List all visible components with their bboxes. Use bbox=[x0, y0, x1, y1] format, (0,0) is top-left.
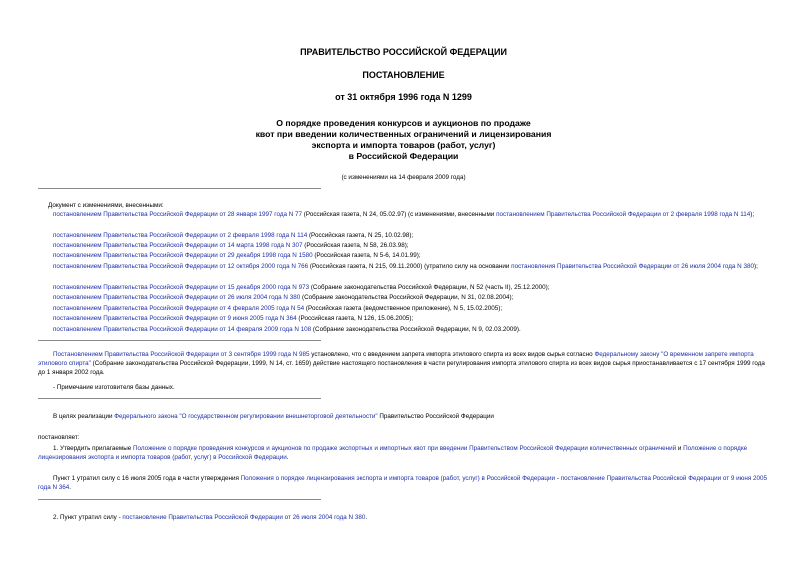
divider bbox=[38, 398, 321, 399]
change-link[interactable]: постановлением Правительства Российской Федерации от 29 декабря 1998 года N 1580 bbox=[53, 252, 313, 259]
title-line: квот при введении количественных ограничений и лицензирования bbox=[255, 129, 552, 139]
change-item: постановлением Правительства Российской Федерации от 28 января 1997 года N 77 (Российская газета, N 24, 05.02.97) (с изменениями, внесенными постановлением Правительства Российской Федерации от 2 февраля 1998 года N 114); bbox=[53, 211, 755, 218]
government-heading: ПРАВИТЕЛЬСТВО РОССИЙСКОЙ ФЕДЕРАЦИИ bbox=[300, 47, 507, 57]
item-2: 2. Пункт утратил силу - постановление Правительства Российской Федерации от 26 июля 2004 года N 380. bbox=[53, 514, 368, 521]
amendment-note: (с изменениями на 14 февраля 2009 года) bbox=[341, 174, 466, 181]
change-link[interactable]: постановлением Правительства Российской Федерации от 9 июня 2005 года N 364 bbox=[53, 315, 297, 322]
editorial-note-2: Пункт 1 утратил силу с 16 июля 2005 года в части утверждения Положения о порядке лицензирования экспорта и импорта товаров (работ, услуг) в Российской Федерации - постановление Правительства Российской Федерации от 9 июня 2005 года N 364. bbox=[38, 475, 768, 491]
editorial-note: Постановлением Правительства Российской Федерации от 3 сентября 1999 года N 985 установлено, что с введением запрета импорта этилового спирта из всех видов сырья согласно Федеральному закону "О временном запрете импорта этилового спирта" (Собрание законодательства Российской Федерации, 1999, N 14, ст. 1659) действие настоящего постановления в части регулирования импорта этилового спирта из всех видов сырья приостанавливается с 17 сентября 1999 года до 1 января 2002 года. bbox=[38, 351, 765, 376]
change-link[interactable]: постановлением Правительства Российской Федерации от 12 октября 2000 года N 766 bbox=[53, 263, 309, 270]
change-item: постановлением Правительства Российской Федерации от 14 марта 1998 года N 307 (Российская газета, N 58, 26.03.98); bbox=[53, 242, 409, 249]
change-link[interactable]: постановлением Правительства Российской Федерации от 28 января 1997 года N 77 bbox=[53, 211, 303, 218]
regulation-link[interactable]: Положение о порядке проведения конкурсов и аукционов по продаже экспортных и импортных квот при введении Правительством Российской Федерации количественных ограничений bbox=[133, 445, 677, 452]
resolution-link[interactable]: постановление Правительства Российской Федерации от 9 июня 2005 года N 364 bbox=[38, 475, 768, 491]
title-line: экспорта и импорта товаров (работ, услуг) bbox=[311, 140, 496, 150]
change-link[interactable]: постановлением Правительства Российской Федерации от 15 декабря 2000 года N 973 bbox=[53, 284, 310, 291]
document-type: ПОСТАНОВЛЕНИЕ bbox=[362, 70, 445, 80]
title-line: в Российской Федерации bbox=[348, 151, 459, 161]
change-item: постановлением Правительства Российской Федерации от 9 июня 2005 года N 364 (Российская газета, N 126, 15.06.2005); bbox=[53, 315, 414, 322]
change-link[interactable]: постановлением Правительства Российской Федерации от 4 февраля 2005 года N 54 bbox=[53, 305, 305, 312]
change-item: постановлением Правительства Российской Федерации от 2 февраля 1998 года N 114 (Российская газета, N 25, 10.02.98); bbox=[53, 232, 414, 239]
divider bbox=[38, 188, 321, 189]
resolution-link[interactable]: постановление Правительства Российской Федерации от 26 июля 2004 года N 380 bbox=[122, 514, 366, 521]
change-item: постановлением Правительства Российской Федерации от 15 декабря 2000 года N 973 (Собрание законодательства Российской Федерации, N 52 (часть II), 25.12.2000); bbox=[53, 284, 550, 291]
document-title bbox=[150, 118, 657, 162]
change-link[interactable]: постановлением Правительства Российской Федерации от 2 февраля 1998 года N 114 bbox=[496, 211, 751, 218]
resolves-label: постановляет: bbox=[38, 434, 80, 441]
document-date: от 31 октября 1996 года N 1299 bbox=[335, 92, 472, 102]
change-link[interactable]: постановления Правительства Российской Федерации от 26 июля 2004 года N 380 bbox=[511, 263, 754, 270]
change-link[interactable]: постановлением Правительства Российской Федерации от 26 июля 2004 года N 380 bbox=[53, 294, 301, 301]
change-item: постановлением Правительства Российской Федерации от 14 февраля 2009 года N 108 (Собрание законодательства Российской Федерации, N 9, 02.03.2009). bbox=[53, 326, 521, 333]
title-line: О порядке проведения конкурсов и аукционов по продаже bbox=[276, 118, 531, 128]
preamble: В целях реализации Федерального закона "О государственном регулировании внешнеторговой деятельности" Правительство Российской Федерации bbox=[53, 413, 494, 420]
change-item: постановлением Правительства Российской Федерации от 26 июля 2004 года N 380 (Собрание законодательства Российской Федерации, N 31, 02.08.2004); bbox=[53, 294, 514, 301]
database-footnote: - Примечание изготовителя базы данных. bbox=[53, 384, 175, 391]
note-link[interactable]: Постановлением Правительства Российской Федерации от 3 сентября 1999 года N 985 bbox=[53, 351, 310, 358]
law-link[interactable]: Федеральному закону "О временном запрете импорта этилового спирта" bbox=[38, 351, 754, 367]
regulation-link[interactable]: Положения о порядке лицензирования экспорта и импорта товаров (работ, услуг) в Российской Федерации bbox=[240, 475, 556, 482]
divider bbox=[38, 499, 321, 500]
regulation-link[interactable]: Положение о порядке лицензирования экспорта и импорта товаров (работ, услуг) в Российской Федерации bbox=[38, 445, 748, 461]
law-link[interactable]: Федерального закона "О государственном регулировании внешнеторговой деятельности" bbox=[114, 413, 378, 420]
change-item: постановлением Правительства Российской Федерации от 29 декабря 1998 года N 1580 (Российская газета, N 5-6, 14.01.99); bbox=[53, 252, 421, 259]
change-link[interactable]: постановлением Правительства Российской Федерации от 2 февраля 1998 года N 114 bbox=[53, 232, 308, 239]
change-link[interactable]: постановлением Правительства Российской Федерации от 14 марта 1998 года N 307 bbox=[53, 242, 303, 249]
change-link[interactable]: постановлением Правительства Российской Федерации от 14 февраля 2009 года N 108 bbox=[53, 326, 312, 333]
change-item: постановлением Правительства Российской Федерации от 4 февраля 2005 года N 54 (Российская газета (ведомственное приложение), N 5, 15.02.2005); bbox=[53, 305, 503, 312]
divider bbox=[38, 340, 321, 341]
changes-intro: Документ с изменениями, внесенными: bbox=[48, 202, 164, 209]
change-item: постановлением Правительства Российской Федерации от 12 октября 2000 года N 766 (Российская газета, N 215, 09.11.2000) (утратило силу на основании постановления Правительства Российской Федерации от 26 июля 2004 года N 380); bbox=[53, 263, 758, 270]
item-1: 1. Утвердить прилагаемые Положение о порядке проведения конкурсов и аукционов по продаже экспортных и импортных квот при введении Правительством Российской Федерации количественных ограничений и Положение о порядке лицензирования экспорта и импорта товаров (работ, услуг) в Российской Федерации. bbox=[38, 445, 748, 461]
